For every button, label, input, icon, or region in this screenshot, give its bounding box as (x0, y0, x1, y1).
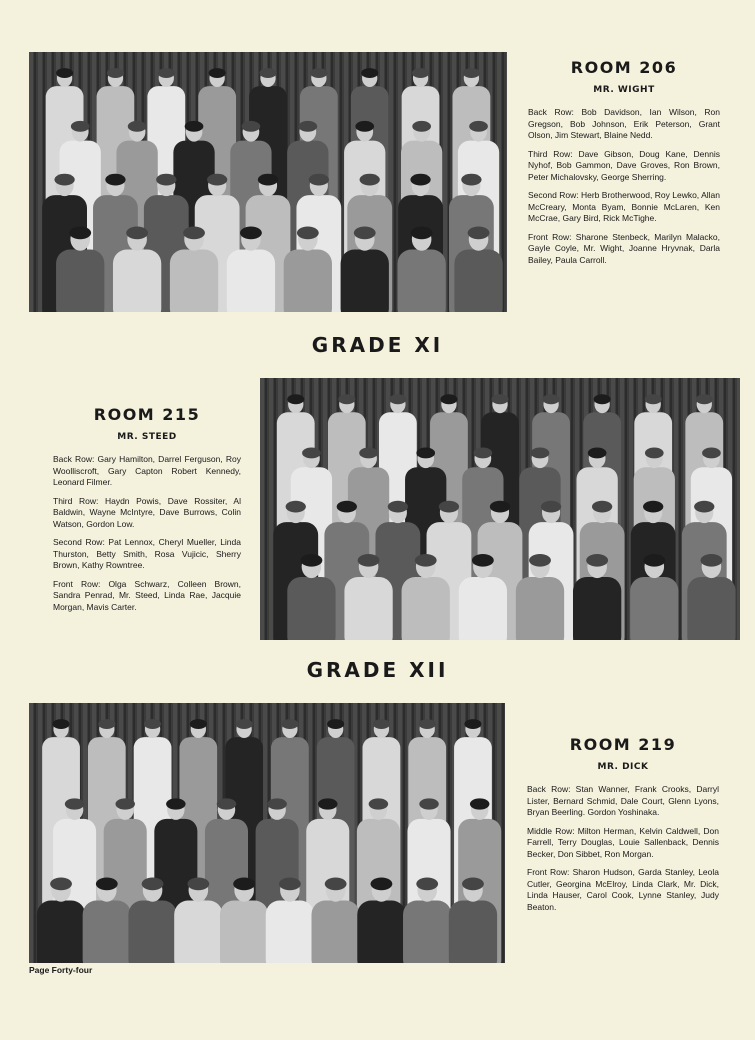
front-row-names: Front Row: Olga Schwarz, Colleen Brown, Sandra Penrad, Mr. Steed, Linda Rae, Jacquie Morgan, Mavis Carter. (53, 578, 241, 612)
teacher-name: MR. DICK (597, 762, 649, 772)
caption-room-219 (527, 735, 719, 920)
caption-room-215 (53, 405, 241, 620)
back-row-names: Back Row: Bob Davidson, Ian Wilson, Ron Gregson, Bob Johnson, Erik Peterson, Grant Olson, Jim Stewart, Blaine Nedd. (528, 107, 720, 140)
back-row-names: Back Row: Gary Hamilton, Darrel Ferguson, Roy Woolliscroft, Gary Capton Robert Kennedy, Leonard Filmer. (53, 454, 241, 487)
back-row-names: Back Row: Stan Wanner, Frank Crooks, Darryl Lister, Bernard Schmid, Dale Court, Glenn Lyons, Bryan Beerling. Gordon Yoshinaka. (527, 784, 719, 817)
front-row-names: Front Row: Sharon Hudson, Garda Stanley, Leola Cutler, Georgina McElroy, Linda Clark, Mr. Dick, Linda Hauser, Carol Cook, Lynne Stanley, Judy Beaton. (527, 867, 719, 912)
third-row-names: Third Row: Haydn Powis, Dave Rossiter, Al Baldwin, Wayne McIntyre, Dave Burrows, Colin Watson, Gordon Low. (53, 495, 241, 529)
middle-row-names: Middle Row: Milton Herman, Kelvin Caldwell, Don Farrell, Terry Douglas, Louie Sallenback, Dennis Becker, Don Sibbet, Ron Morgan. (527, 825, 719, 859)
front-row-names: Front Row: Sharone Stenbeck, Marilyn Malacko, Gayle Coyle, Mr. Wight, Joanne Hryvnak, Darla Bailey, Paula Carroll. (528, 231, 720, 265)
room-title: ROOM 219 (569, 735, 677, 754)
second-row-names: Second Row: Pat Lennox, Cheryl Mueller, Linda Thurston, Betty Smith, Rosa Vujicic, Sherry Brown, Kathy Rowntree. (53, 537, 241, 570)
class-photo-room-206 (29, 52, 507, 312)
second-row-names: Second Row: Herb Brotherwood, Roy Lewko, Allan McCreary, Monta Byam, Bonnie McLaren, Ken McCrae, Gary Bird, Rick McTighe. (528, 190, 720, 223)
grade-heading-xi: GRADE XI (311, 333, 444, 357)
room-title: ROOM 206 (570, 58, 678, 77)
page-number: Page Forty-four (29, 965, 93, 975)
class-photo-room-215 (260, 378, 740, 640)
room-title: ROOM 215 (93, 405, 201, 424)
class-photo-room-219 (29, 703, 505, 963)
grade-heading-xii: GRADE XII (306, 658, 449, 682)
third-row-names: Third Row: Dave Gibson, Doug Kane, Dennis Nyhof, Bob Gammon, Dave Groves, Ron Brown, Peter Michalovsky, George Sherring. (528, 148, 720, 182)
teacher-name: MR. WIGHT (593, 85, 655, 95)
teacher-name: MR. STEED (117, 432, 177, 442)
caption-room-206 (528, 58, 720, 273)
